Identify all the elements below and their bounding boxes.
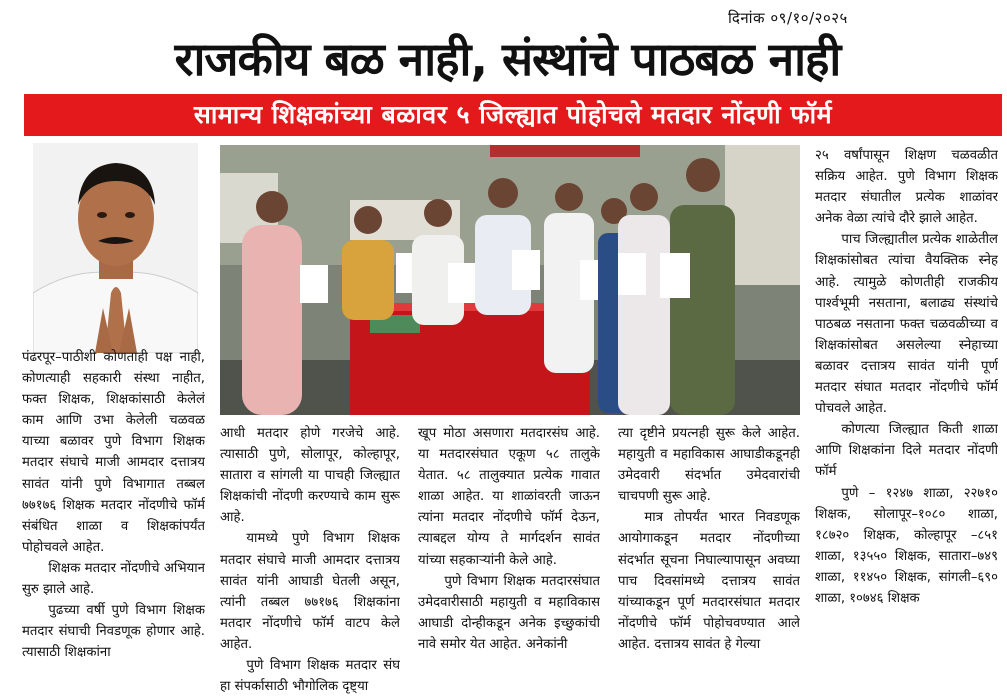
paragraph: कोणत्या जिल्ह्यात किती शाळा आणि शिक्षकांना दिले मतदार नोंदणी फॉर्म (815, 422, 998, 480)
paragraph: पुढच्या वर्षी पुणे विभाग शिक्षक मतदार संघाची निवडणूक होणार आहे. त्यासाठी शिक्षकांना (22, 603, 205, 661)
paragraph: आधी मतदार होणे गरजेचे आहे. त्यासाठी पुणे, सोलापूर, कोल्हापूर, सातारा व सांगली या पाचही जिल्ह्यात शिक्षकांची नोंदणी करण्याचे काम सुरू आहे. (220, 426, 400, 526)
paragraph: पाच जिल्ह्यातील प्रत्येक शाळेतील शिक्षकांसोबत त्यांचा वैयक्तिक स्नेह आहे. त्यामुळे कोणतीही राजकीय पार्श्वभूमी नसताना, बलाढ्य संस्थांचे पाठबळ नसताना फक्त चळवळीच्या व शिक्षकांसोबत असलेल्या स्नेहाच्या बळावर दत्तात्रय सावंत यांनी पूर्ण मतदार संघात मतदार नोंदणीचे फॉर्म पोचवले आहेत. (815, 232, 998, 417)
portrait-photo (33, 143, 198, 353)
paragraph: खूप मोठा असणारा मतदारसंघ आहे. या मतदारसंघात एकूण ५८ तालुके येतात. ५८ तालुक्यात प्रत्येक गावात शाळा आहेत. या शाळांवरती जाऊन त्यांना मतदार नोंदणीचे फॉर्म देऊन, त्याबद्दल योग्य ते मार्गदर्शन सावंत यांच्या सहकाऱ्यांनी केले आहे. (418, 426, 600, 568)
headline: राजकीय बळ नाही, संस्थांचे पाठबळ नाही (174, 32, 841, 86)
article-column-4 (618, 423, 800, 700)
paragraph: पुणे विभाग शिक्षक मतदारसंघात उमेदवारीसाठी महायुती व महाविकास आघाडी दोन्हीकडून अनेक इच्छुकांची नावे समोर येत आहेत. अनेकांनी (418, 573, 600, 652)
article-column-5 (815, 145, 998, 700)
paragraph: यामध्ये पुणे विभाग शिक्षक मतदार संघाचे माजी आमदार दत्तात्रय सावंत यांनी आघाडी घेतली असून, त्यांनी तब्बल ७७१७६ शिक्षकांना मतदार नोंदणीचे फॉर्म वाटप केले आहेत. (220, 531, 400, 652)
paragraph: मात्र तोपर्यंत भारत निवडणूक आयोगाकडून मतदार नोंदणीच्या संदर्भात सूचना निघाल्यापासून अवघ्या पाच दिवसांमध्ये दत्तात्रय सावंत यांच्याकडून पूर्ण मतदारसंघात मतदार नोंदणीचे फॉर्म पोहोचवण्यात आले आहेत. दत्तात्रय सावंत हे गेल्या (618, 510, 800, 652)
paragraph: पंढरपूर–पाठीशी कोणताही पक्ष नाही, कोणत्याही सहकारी संस्था नाहीत, फक्त शिक्षक, शिक्षकांसाठी केलेलं काम आणि उभा केलेली चळवळ याच्या बळावर पुणे विभाग शिक्षक मतदार संघाचे माजी आमदार दत्तात्रय सावंत यांनी पुणे विभागात तब्बल ७७१७६ शिक्षक मतदार नोंदणीचे फॉर्म संबंधित शाळा व शिक्षकांपर्यंत पोहोचवले आहेत. (22, 350, 205, 555)
paragraph: शिक्षक मतदार नोंदणीचे अभियान सुरु झाले आहे. (22, 560, 205, 598)
paragraph: २५ वर्षांपासून शिक्षण चळवळीत सक्रिय आहेत. पुणे विभाग शिक्षक मतदार संघातील प्रत्येक शाळांवर अनेक वेळा त्यांचे दौरे झाले आहेत. (815, 148, 998, 227)
group-photo (220, 145, 800, 415)
paragraph: पुणे – १२४७ शाळा, २२७१० शिक्षक, सोलापूर–१०८० शाळा, १८७२० शिक्षक, कोल्हापूर –८५१ शाळा, १३५५० शिक्षक, सातारा–७४९ शाळा, ११४५० शिक्षक, सांगली–६९० शाळा, १०७४६ शिक्षक (815, 485, 998, 606)
paragraph: त्या दृष्टीने प्रयत्नही सुरू केले आहेत. महायुती व महाविकास आघाडीकडूनही उमेदवारी संदर्भात उमेदवारांची चाचपणी सुरू आहे. (618, 426, 800, 505)
article-column-3 (418, 423, 600, 700)
article-column-1 (22, 347, 205, 700)
paragraph: पुणे विभाग शिक्षक मतदार संघ हा संपर्कासाठी भौगोलिक दृष्ट्या (220, 658, 400, 695)
subheadline-bar: सामान्य शिक्षकांच्या बळावर ५ जिल्ह्यात पोहोचले मतदार नोंदणी फॉर्म (24, 94, 1002, 136)
date-line: दिनांक ०९/१०/२०२५ (728, 9, 848, 27)
article-column-2 (220, 423, 400, 700)
